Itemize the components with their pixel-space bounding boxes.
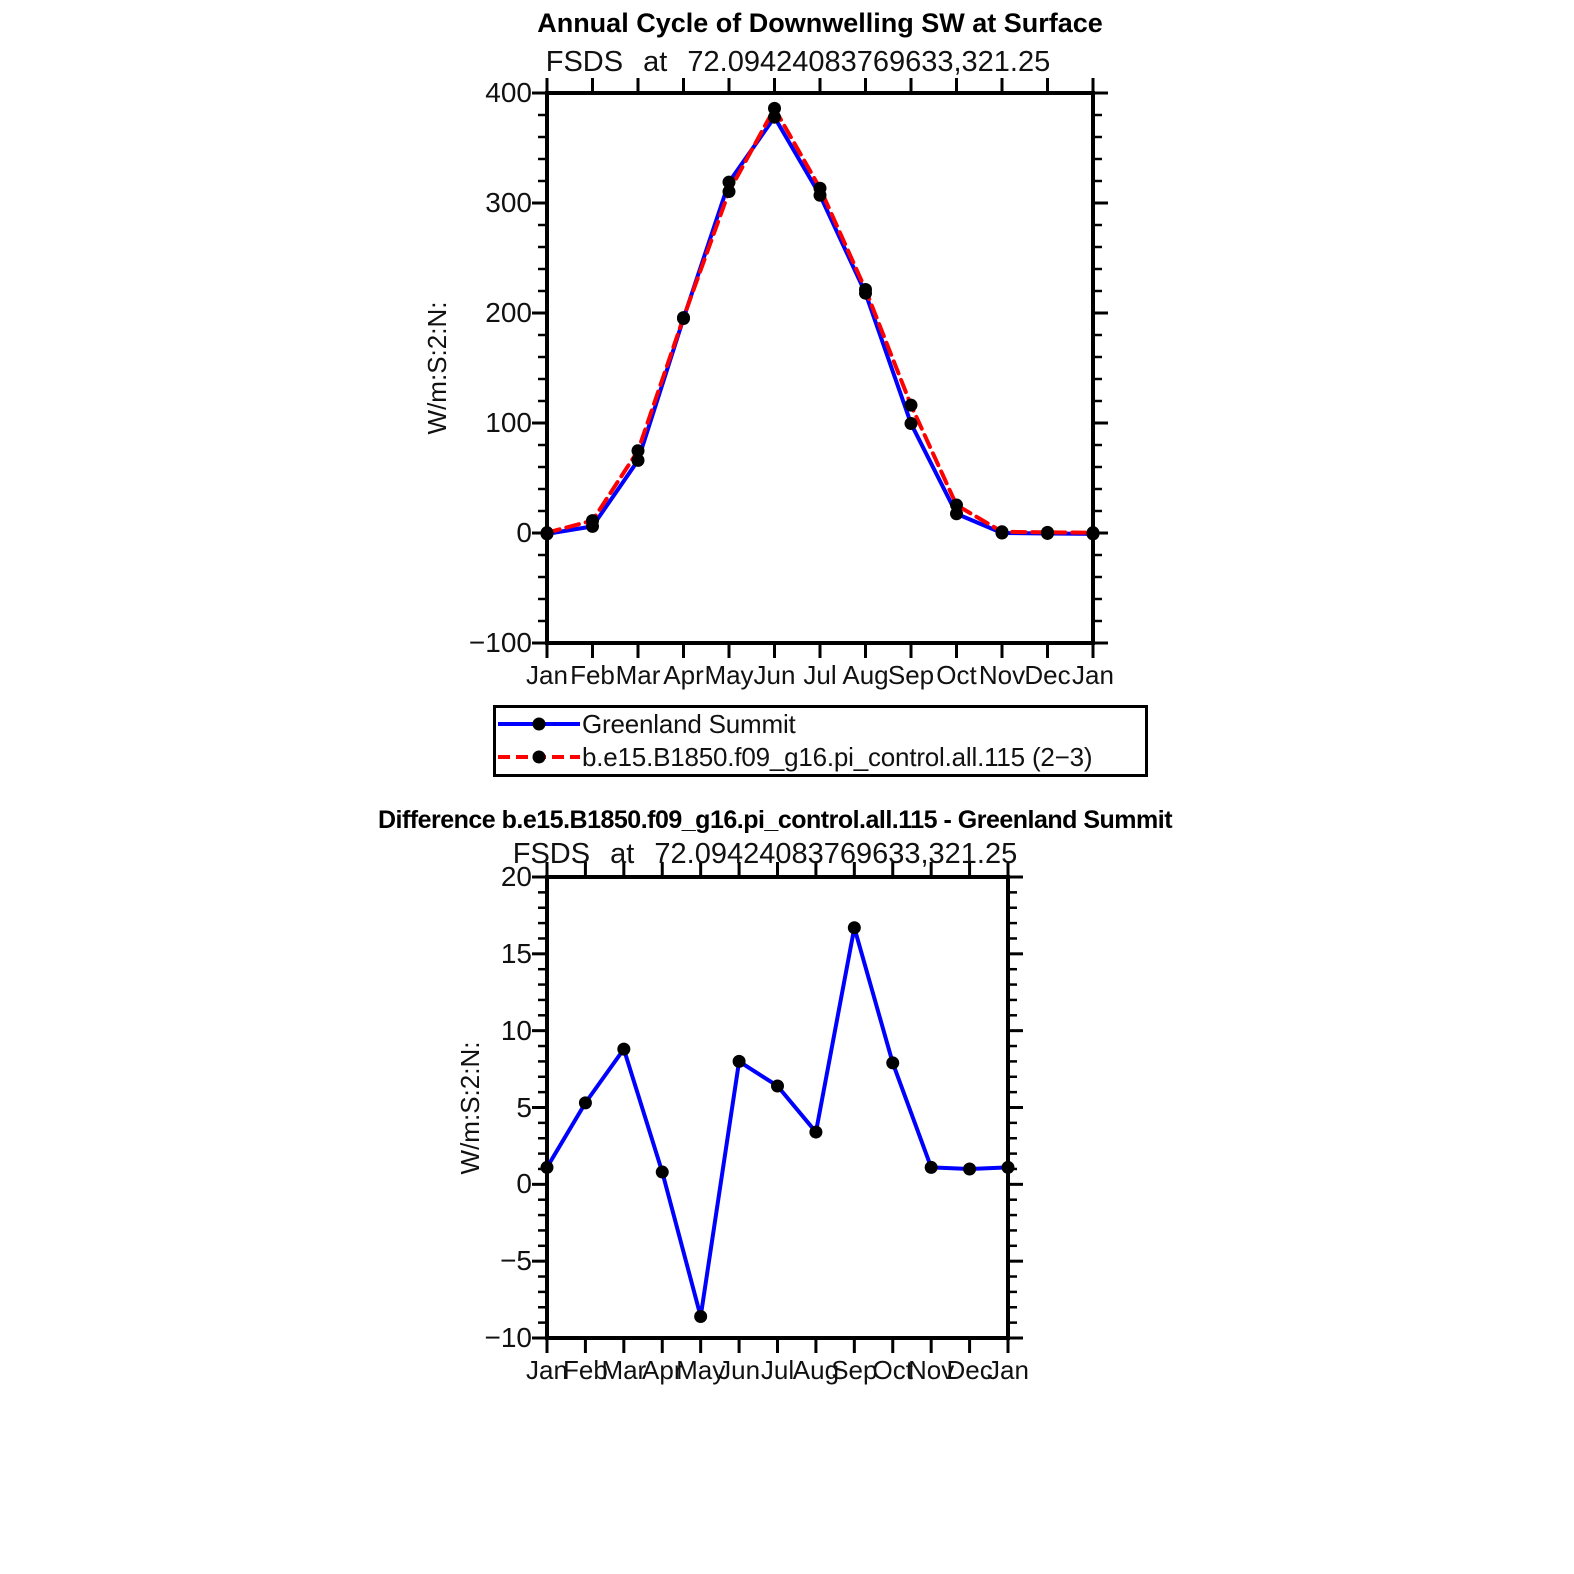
chart1-y-tick-label: 400 — [485, 77, 532, 108]
chart2-series-0-data-point-marker — [1002, 1161, 1015, 1174]
chart2-series-line-0 — [547, 928, 1008, 1317]
chart1-y-tick-label: 300 — [485, 187, 532, 218]
chart2-y-tick-label: 0 — [516, 1168, 532, 1200]
chart1-x-tick-label: Feb — [570, 660, 615, 690]
chart1-x-tick-label: Mar — [615, 660, 661, 690]
chart1-x-tick-label: May — [704, 660, 754, 690]
chart1-series-1-data-point-marker — [996, 525, 1009, 538]
chart2-series-0-data-point-marker — [733, 1055, 746, 1068]
legend-label: Greenland Summit — [582, 709, 796, 739]
chart1-series-1-data-point-marker — [768, 102, 781, 115]
legend-marker-dot — [533, 751, 546, 764]
chart1-series-1-data-point-marker — [905, 399, 918, 412]
chart2-x-tick-label: Feb — [563, 1355, 608, 1385]
chart1-series-1-data-point-marker — [859, 283, 872, 296]
chart1-y-tick-label: 200 — [485, 297, 532, 328]
top-chart-subtitle: FSDS at 72.09424083769633,321.25 — [545, 46, 1051, 78]
chart2-x-tick-label: Sep — [831, 1355, 878, 1385]
chart1-series-1-data-point-marker — [814, 182, 827, 195]
chart2-series-0-data-point-marker — [694, 1310, 707, 1323]
chart1-series-line-0 — [547, 117, 1093, 534]
chart1-series-1-data-point-marker — [950, 499, 963, 512]
chart2-y-tick-label: 15 — [500, 937, 532, 969]
chart2-y-tick-label: −10 — [484, 1322, 532, 1353]
chart1-axis-frame — [547, 93, 1093, 643]
chart1-x-tick-label: Jul — [803, 660, 837, 690]
chart1-series-1-data-point-marker — [541, 526, 554, 539]
chart1-series-1-data-point-marker — [1087, 526, 1100, 539]
chart2-y-tick-label: −5 — [500, 1245, 532, 1277]
chart1-series-1-data-point-marker — [1041, 526, 1054, 539]
legend-line-marker-swatch — [496, 741, 582, 774]
chart2-series-0-data-point-marker — [925, 1161, 938, 1174]
difference-chart-y-axis-label: W/m:S:2:N: — [455, 1041, 485, 1175]
chart1-x-tick-label: Apr — [663, 660, 704, 690]
chart2-x-tick-label: Nov — [908, 1355, 955, 1385]
legend-box — [493, 705, 1148, 777]
chart2-series-0-data-point-marker — [848, 921, 861, 934]
chart2-y-tick-label: 20 — [500, 861, 532, 892]
chart2-series-0-data-point-marker — [963, 1162, 976, 1175]
chart1-series-line-1 — [547, 108, 1093, 532]
chart2-y-tick-label: 5 — [516, 1091, 532, 1123]
chart2-series-0-data-point-marker — [617, 1043, 630, 1056]
chart1-x-tick-label: Nov — [978, 660, 1026, 690]
chart1-series-1-data-point-marker — [677, 311, 690, 324]
chart2-x-tick-label: Dec — [946, 1355, 993, 1385]
chart1-x-tick-label: Sep — [887, 660, 935, 690]
difference-chart-subtitle: FSDS at 72.09424083769633,321.25 — [512, 838, 1018, 870]
top-chart-title: Annual Cycle of Downwelling SW at Surface — [537, 8, 1103, 38]
chart2-x-tick-label: Oct — [872, 1355, 913, 1385]
chart2-x-tick-label: Jan — [987, 1355, 1029, 1385]
chart2-series-0-data-point-marker — [541, 1161, 554, 1174]
chart1-x-tick-label: Oct — [936, 660, 977, 690]
difference-chart-title: Difference b.e15.B1850.f09_g16.pi_control.all.115 - Greenland Summit — [377, 806, 1173, 834]
chart2-x-tick-label: May — [676, 1355, 726, 1385]
chart2-x-tick-label: Apr — [642, 1355, 683, 1385]
chart2-x-tick-label: Jan — [526, 1355, 568, 1385]
chart2-x-tick-label: Jul — [760, 1355, 795, 1385]
chart2-x-tick-label: Aug — [792, 1355, 840, 1385]
chart2-series-0-data-point-marker — [579, 1096, 592, 1109]
chart1-y-tick-label: 100 — [485, 407, 532, 438]
chart2-axis-frame — [547, 877, 1008, 1338]
chart2-series-0-data-point-marker — [809, 1126, 822, 1139]
chart2-y-tick-label: 10 — [500, 1014, 532, 1046]
chart1-series-1-data-point-marker — [723, 185, 736, 198]
legend-item-pi-control — [496, 741, 1145, 774]
chart1-series-0-data-point-marker — [905, 417, 918, 430]
chart2-series-0-data-point-marker — [771, 1079, 784, 1092]
chart1-series-1-data-point-marker — [632, 444, 645, 457]
chart2-series-0-data-point-marker — [656, 1166, 669, 1179]
legend-item-greenland-summit — [496, 708, 1145, 741]
chart1-x-tick-label: Aug — [842, 660, 889, 690]
legend-label: b.e15.B1850.f09_g16.pi_control.all.115 (2−3) — [582, 742, 1093, 772]
chart1-y-tick-label: −100 — [468, 627, 532, 658]
chart1-x-tick-label: Dec — [1024, 660, 1071, 690]
chart2-series-0-data-point-marker — [886, 1056, 899, 1069]
chart2-x-tick-label: Jun — [718, 1355, 761, 1385]
chart1-x-tick-label: Jun — [753, 660, 796, 690]
top-chart-y-axis-label: W/m:S:2:N: — [422, 301, 452, 435]
chart1-x-tick-label: Jan — [1072, 660, 1114, 690]
legend-line-marker-swatch — [496, 708, 582, 741]
legend-marker-dot — [533, 718, 546, 731]
chart2-x-tick-label: Mar — [601, 1355, 647, 1385]
chart1-x-tick-label: Jan — [526, 660, 568, 690]
chart1-y-tick-label: 0 — [516, 517, 532, 548]
chart1-series-1-data-point-marker — [586, 514, 599, 527]
